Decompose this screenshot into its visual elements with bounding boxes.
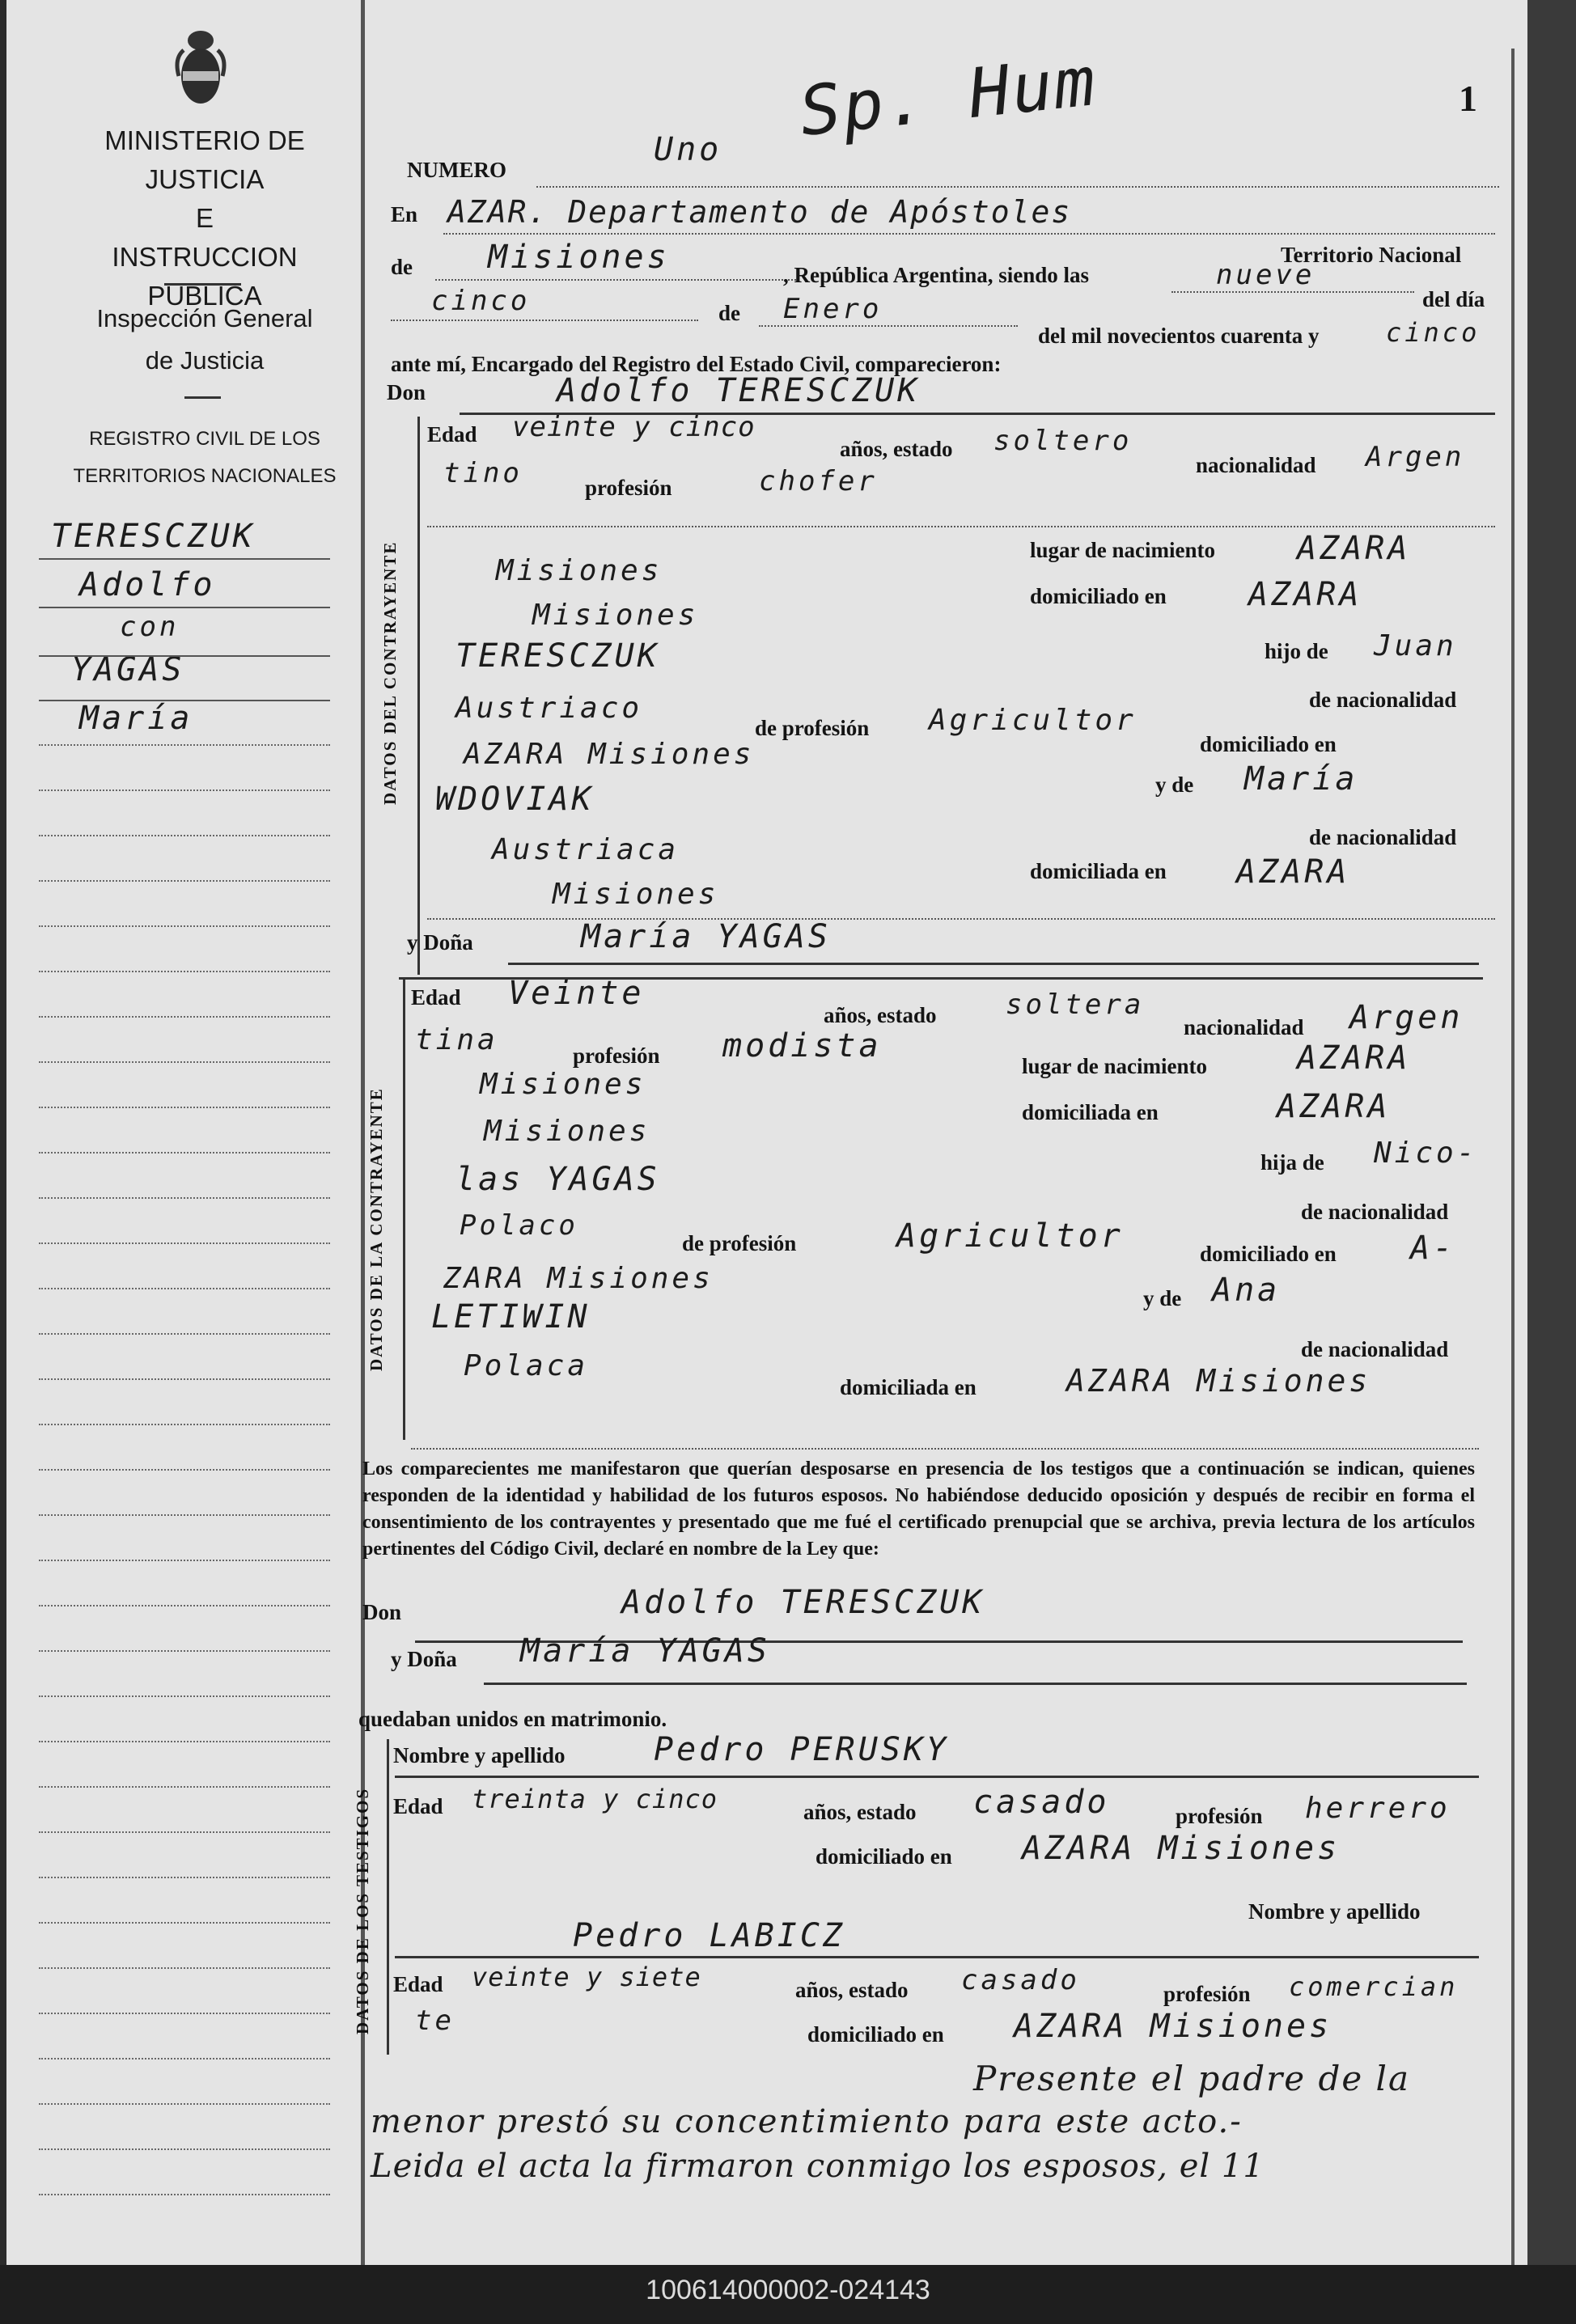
value-witness2-prof2: te [415,2004,455,2037]
margin-ruled-line [39,1605,330,1606]
label-datos-contrayenta: DATOS DE LA CONTRAYENTE [366,1087,386,1371]
registry-line-2: TERRITORIOS NACIONALES [73,465,337,487]
label-datos-testigos: DATOS DE LOS TESTIGOS [353,1787,372,2034]
value-bride-mother-surname: LETIWIN [431,1298,591,1336]
label-de-profesion: de profesión [755,716,870,740]
margin-ruled-line [39,1650,330,1652]
value-witness1-status: casado [973,1784,1110,1821]
rule [536,186,1499,188]
label-y-dona: y Doña [407,930,473,955]
stamp-text: Sp. Hum [795,41,1101,151]
value-witness1-name: Pedro PERUSKY [654,1731,950,1768]
label-profesion: profesión [1163,1982,1251,2006]
margin-ruled-line [39,1831,330,1833]
margin-ruled-line [39,1288,330,1289]
rule [391,320,698,321]
margin-ruled-line [39,1333,330,1335]
value-numero: Uno [654,131,722,168]
value-bride-father2: las YAGAS [455,1161,660,1198]
label-de-nacionalidad: de nacionalidad [1309,825,1457,849]
value-bride-father: Nico- [1374,1137,1478,1170]
margin-ruled-line [39,1786,330,1788]
label-del-dia: del día [1422,287,1485,311]
label-hija-de: hija de [1260,1150,1324,1175]
value-bride-birth: AZARA [1297,1039,1411,1077]
footer-bar [0,2265,1576,2324]
margin-ruled-line [39,1741,330,1742]
value-bride-mother-nat: Polaca [464,1349,589,1382]
value-groom-mother: María [1244,760,1358,798]
label-domiciliado-en: domiciliado en [1200,732,1337,756]
value-bride-mother: Ana [1212,1272,1281,1309]
value-groom-nat1: Argen [1366,441,1465,473]
label-territorio: Territorio Nacional [1281,243,1462,267]
label-de: de [391,255,413,279]
margin-ruled-line [39,2194,330,2195]
rule [508,963,1479,965]
label-don: Don [387,380,426,404]
margin-ruled-line [39,1424,330,1425]
value-bride-father-dom2: ZARA Misiones [443,1262,714,1295]
value-groom-father-prof: Agricultor [929,704,1137,737]
value-anio: cinco [1386,317,1481,348]
label-domiciliado-en: domiciliado en [1200,1242,1337,1266]
label-domiciliada-en: domiciliada en [1022,1100,1159,1124]
value-groom-father-surname: TERESCZUK [455,637,660,675]
rule [484,1683,1467,1685]
value-witness1-dom: AZARA Misiones [1022,1830,1341,1867]
label-anos-estado: años, estado [803,1800,917,1824]
margin-ruled-line [39,1152,330,1154]
value-hora: nueve [1216,259,1315,291]
margin-ruled-line [39,1378,330,1380]
label-nacionalidad: nacionalidad [1196,453,1316,477]
label-en: En [391,202,418,226]
label-domiciliado-en: domiciliado en [1030,584,1167,608]
label-lugar-nac: lugar de nacimiento [1022,1054,1207,1078]
rule [395,1956,1479,1958]
margin-ruled-line [39,1560,330,1561]
right-rule [1511,49,1515,2265]
value-groom-father: Juan [1374,629,1457,662]
note-line-2: menor prestó su concentimiento para este acto.- [371,2103,1243,2140]
label-y-de: y de [1143,1286,1182,1310]
margin-ruled-line [39,1877,330,1878]
margin-note-con: con [120,611,180,643]
label-nacionalidad: nacionalidad [1184,1015,1304,1039]
value-dia: cinco [431,285,531,317]
label-edad: Edad [427,422,477,447]
label-domiciliado-en: domiciliado en [807,2022,944,2047]
value-bride-nat2: tina [415,1023,498,1056]
margin-ruled-line [39,607,330,608]
label-republica: , República Argentina, siendo las [783,263,1090,287]
label-del-mil: del mil novecientos cuarenta y [1038,324,1320,348]
value-bride-father-nat: Polaco [460,1209,578,1242]
value-groom-birth2: Misiones [496,554,663,587]
value-bride-age: Veinte [508,975,645,1012]
value-groom-mother-dom: AZARA [1236,853,1350,891]
margin-ruled-line [39,1107,330,1108]
value-groom-mother-nat: Austriaca [492,833,680,866]
label-de-nacionalidad: de nacionalidad [1301,1337,1449,1361]
label-y-dona: y Doña [391,1647,457,1671]
margin-ruled-line [39,925,330,927]
value-groom-dom: AZARA [1248,576,1362,613]
rule [1171,291,1414,293]
margin-note-surname: TERESCZUK [51,518,256,555]
margin-ruled-line [39,971,330,972]
document-id: 100614000002-024143 [646,2275,930,2305]
margin-ruled-line [39,1197,330,1199]
rule [759,325,1018,327]
label-de-nacionalidad: de nacionalidad [1301,1200,1449,1224]
margin-ruled-line [39,1061,330,1063]
value-groom-status: soltero [993,425,1133,457]
value-groom-mother-dom2: Misiones [553,878,719,911]
label-de-profesion: de profesión [682,1231,797,1255]
value-witness2-dom: AZARA Misiones [1014,2008,1332,2045]
label-profesion: profesión [585,476,672,500]
label-ante: ante mí, Encargado del Registro del Estado Civil, comparecieron: [391,352,1002,376]
label-de-nacionalidad: de nacionalidad [1309,688,1457,712]
value-bride-nat1: Argen [1349,999,1464,1036]
inspection-heading [55,298,354,382]
divider [184,396,221,399]
value-bride-father-dom: A- [1410,1230,1456,1267]
value-witness2-status: casado [961,1964,1080,1996]
value-groom-nat2: tino [443,457,523,489]
value-groom-prof: chofer [759,465,878,497]
margin-ruled-line [39,2013,330,2014]
rule [427,526,1495,527]
margin-ruled-line [39,835,330,836]
margin-ruled-line [39,1514,330,1516]
label-domiciliado-en: domiciliado en [816,1844,952,1869]
value-witness1-prof: herrero [1305,1792,1451,1825]
label-quedaban: quedaban unidos en matrimonio. [358,1707,667,1731]
label-domiciliada-en: domiciliada en [840,1375,977,1399]
value-groom-mother-surname: WDOVIAK [435,781,595,818]
margin-ruled-line [39,1016,330,1018]
label-nombre-apellido: Nombre y apellido [393,1743,566,1767]
bride-bracket [403,979,405,1440]
registry-heading [55,421,354,495]
value-groom-name: Adolfo TERESCZUK [557,372,921,409]
declaration-paragraph: Los comparecientes me manifestaron que querían desposarse en presencia de los testigos que a continuación se indican, quienes responden de la identidad y habilidad de los futuros esposos. No habiéndose deducido oposición y después de recibir en forma el consentimiento de los contrayentes y presentado que me fué el certificado prenupcial que se archiva, previa lectura de los artículos pertinentes del Código Civil, declaré en nombre de la Ley que: [362,1458,1475,1560]
ministry-line-2: E [195,203,214,233]
label-anos-estado: años, estado [795,1978,909,2002]
binding-edge [1527,0,1576,2324]
value-lugar: AZAR. Departamento de Apóstoles [447,194,1072,230]
value-groom-father-nat: Austriaco [455,692,643,725]
value-decl-don: Adolfo TERESCZUK [621,1584,985,1621]
label-datos-contrayente: DATOS DEL CONTRAYENTE [380,540,400,805]
margin-ruled-line [39,2058,330,2059]
register-page [6,0,1527,2265]
label-don: Don [362,1600,402,1624]
note-line-3: Leida el acta la firmaron conmigo los esposos, el 11 [371,2148,1265,2185]
value-mes: Enero [783,293,883,325]
groom-bracket [417,417,420,975]
ministry-line-3: INSTRUCCION PUBLICA [112,242,298,311]
value-bride-name: María YAGAS [581,918,831,955]
value-witness2-name: Pedro LABICZ [573,1917,845,1954]
margin-ruled-line [39,744,330,746]
margin-ruled-line [39,1242,330,1244]
margin-ruled-line [39,1695,330,1697]
label-domiciliada-en: domiciliada en [1030,859,1167,883]
label-numero: NUMERO [407,158,506,182]
label-de-mes: de [718,301,740,325]
value-witness2-prof: comercian [1289,1971,1459,2002]
label-edad: Edad [393,1972,443,1996]
rule [395,1776,1479,1778]
value-territorio: Misiones [488,239,670,276]
label-anos-estado: años, estado [840,437,953,461]
margin-ruled-line [39,880,330,882]
coat-of-arms-icon [172,18,229,113]
value-groom-birth: AZARA [1297,530,1411,567]
registry-line-1: REGISTRO CIVIL DE LOS [89,428,320,450]
label-lugar-nac: lugar de nacimiento [1030,538,1215,562]
value-witness1-age: treinta y cinco [472,1784,718,1814]
inspection-line-1: Inspección General [96,304,313,332]
rule [435,279,799,281]
witnesses-bracket [387,1739,389,2055]
label-edad: Edad [411,985,461,1010]
margin-note-name: Adolfo [79,566,216,603]
divider [164,283,241,286]
label-y-de: y de [1155,773,1194,797]
note-line-1: Presente el padre de la [973,2059,1411,2098]
margin-note-surname2: YAGAS [71,651,185,688]
value-bride-dom2: Misiones [484,1115,650,1148]
label-anos-estado: años, estado [824,1003,937,1027]
value-groom-age: veinte y cinco [512,411,756,443]
value-groom-father-dom: AZARA Misiones [464,738,755,771]
inspection-line-2: de Justicia [145,346,265,375]
margin-ruled-line [39,1469,330,1471]
value-witness2-age: veinte y siete [472,1962,701,1992]
margin-ruled-line [39,1922,330,1924]
page-number: 1 [1459,78,1477,119]
value-decl-dona: María YAGAS [520,1632,770,1670]
value-bride-prof: modista [722,1027,882,1065]
margin-ruled-line [39,1967,330,1969]
value-bride-birth2: Misiones [480,1068,646,1101]
margin-ruled-line [39,2103,330,2105]
rule [411,1448,1479,1450]
label-nombre-apellido: Nombre y apellido [1248,1899,1421,1924]
margin-note-name2: María [79,700,193,737]
margin-ruled-line [39,789,330,791]
margin-ruled-line [39,655,330,657]
value-bride-father-prof: Agricultor [896,1217,1124,1255]
margin-ruled-line [39,700,330,701]
label-edad: Edad [393,1794,443,1818]
label-profesion: profesión [573,1043,660,1068]
rule [443,233,1495,235]
label-profesion: profesión [1176,1804,1263,1828]
value-bride-status: soltera [1006,988,1145,1021]
value-groom-dom2: Misiones [532,599,699,632]
margin-ruled-line [39,2148,330,2150]
value-bride-dom: AZARA [1277,1088,1391,1125]
ministry-heading [55,121,354,315]
margin-ruled-line [39,558,330,560]
ministry-line-1: MINISTERIO DE JUSTICIA [104,125,305,194]
value-bride-mother-dom: AZARA Misiones [1066,1363,1371,1399]
label-hijo-de: hijo de [1265,639,1328,663]
